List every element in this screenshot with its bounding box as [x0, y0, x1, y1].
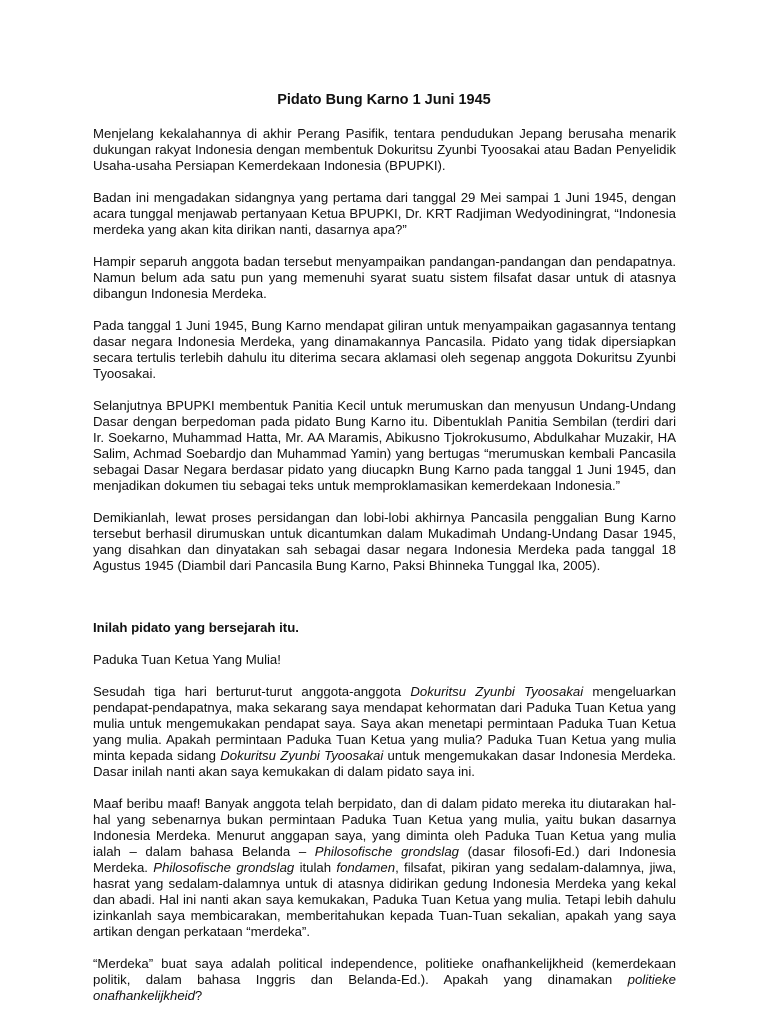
italic-term: politieke onafhankelijkheid	[93, 972, 676, 1003]
italic-term: Philosofische grondslag	[153, 860, 295, 875]
italic-term: Dokuritsu Zyunbi Tyoosakai	[410, 684, 584, 699]
paragraph-6: Demikianlah, lewat proses persidangan dan lobi-lobi akhirnya Pancasila penggalian Bung Karno tersebut berhasil dirumuskan untuk dicantumkan dalam Mukadimah Undang-Undang Dasar 1945, yang disahkan dan dinyatakan sah sebagai dasar negara Indonesia Merdeka pada tanggal 18 Agustus 1945 (Diambil dari Pancasila Bung Karno, Paksi Bhinneka Tunggal Ika, 2005).	[93, 510, 676, 573]
text-run: (dasar filosofi-Ed.) dari Indonesia Merdeka.	[93, 844, 676, 875]
text-run: Sesudah tiga hari berturut-turut anggota-anggota	[93, 684, 411, 699]
text-run: , filsafat, pikiran yang sedalam-dalamnya, jiwa, hasrat yang sedalam-dalamnya untuk di atasnya didirikan gedung Indonesia Merdeka yang kekal dan abadi. Hal ini nanti akan saya kemukakan, Paduka Tuan Ketua yang mulia. Tetapi lebih dahulu izinkanlah saya membicarakan, memberitahukan kepada Tuan-Tuan sekalian, apakah yang saya artikan dengan perkataan “merdeka”.	[93, 860, 677, 939]
paragraph-1: Menjelang kekalahannya di akhir Perang Pasifik, tentara pendudukan Jepang berusaha menarik dukungan rakyat Indonesia dengan membentuk Dokuritsu Zyunbi Tyoosakai atau Badan Penyelidik Usaha-usaha Persiapan Kemerdekaan Indonesia (BPUPKI).	[93, 126, 676, 173]
text-run: ?	[194, 988, 203, 1003]
text-run: Maaf beribu maaf! Banyak anggota telah berpidato, dan di dalam pidato mereka itu diutarakan hal-hal yang sebenarnya bukan permintaan Paduka Tuan Ketua yang mulia, yaitu bukan dasarnya Indonesia Merdeka. Menurut anggapan saya, yang diminta oleh Paduka Tuan Ketua yang mulia ialah – dalam bahasa Belanda –	[93, 796, 676, 859]
italic-term: fondamen	[336, 860, 396, 875]
text-run: mengeluarkan pendapat-pendapatnya, maka sekarang saya mendapat kehormatan dari Paduka Tuan Ketua yang mulia untuk mengemukakan pendapat saya. Saya akan menetapi permintaan Paduka Tuan Ketua yang mulia. Apakah permintaan Paduka Tuan Ketua yang mulia? Paduka Tuan Ketua yang mulia minta kepada sidang	[93, 684, 676, 763]
document-title: Pidato Bung Karno 1 Juni 1945	[277, 92, 491, 108]
section-heading: Inilah pidato yang bersejarah itu.	[93, 620, 299, 635]
text-run: itulah	[294, 860, 337, 875]
speech-paragraph-1	[93, 684, 676, 780]
paragraph-4: Pada tanggal 1 Juni 1945, Bung Karno mendapat giliran untuk menyampaikan gagasannya tentang dasar negara Indonesia Merdeka, yang dinamakannya Pancasila. Pidato yang tidak dipersiapkan secara tertulis terlebih dahulu itu diterima secara aklamasi oleh segenap anggota Dokuritsu Zyunbi Tyoosakai.	[93, 318, 676, 381]
text-run: “Merdeka” buat saya adalah political independence, politieke onafhankelijkheid (kemerdekaan politik, dalam bahasa Inggris dan Belanda-Ed.). Apakah yang dinamakan	[93, 956, 676, 987]
speech-paragraph-2	[93, 796, 676, 940]
paragraph-3: Hampir separuh anggota badan tersebut menyampaikan pandangan-pandangan dan pendapatnya. Namun belum ada satu pun yang memenuhi syarat suatu sistem filsafat dasar untuk di atasnya dibangun Indonesia Merdeka.	[93, 254, 676, 301]
italic-term: Philosofische grondslag	[314, 844, 460, 859]
paragraph-2: Badan ini mengadakan sidangnya yang pertama dari tanggal 29 Mei sampai 1 Juni 1945, dengan acara tunggal menjawab pertanyaan Ketua BPUPKI, Dr. KRT Radjiman Wedyodiningrat, “Indonesia merdeka yang akan kita dirikan nanti, dasarnya apa?”	[93, 190, 676, 237]
paragraph-5: Selanjutnya BPUPKI membentuk Panitia Kecil untuk merumuskan dan menyusun Undang-Undang Dasar dengan berpedoman pada pidato Bung Karno itu. Dibentuklah Panitia Sembilan (terdiri dari Ir. Soekarno, Muhammad Hatta, Mr. AA Maramis, Abikusno Tjokrokusumo, Abdulkahar Muzakir, HA Salim, Achmad Soebardjo dan Muhammad Yamin) yang bertugas “merumuskan kembali Pancasila sebagai Dasar Negara berdasar pidato yang diucapkn Bung Karno pada tanggal 1 Juni 1945, dan menjadikan dokumen tiu sebagai teks untuk memproklamasikan kemerdekaan Indonesia.”	[93, 398, 676, 493]
text-run: untuk mengemukakan dasar Indonesia Merdeka. Dasar inilah nanti akan saya kemukakan di dalam pidato saya ini.	[93, 748, 676, 779]
salutation: Paduka Tuan Ketua Yang Mulia!	[93, 652, 281, 667]
document-body	[93, 126, 676, 1020]
italic-term: Dokuritsu Zyunbi Tyoosakai	[220, 748, 384, 763]
speech-paragraph-3	[93, 956, 676, 1004]
